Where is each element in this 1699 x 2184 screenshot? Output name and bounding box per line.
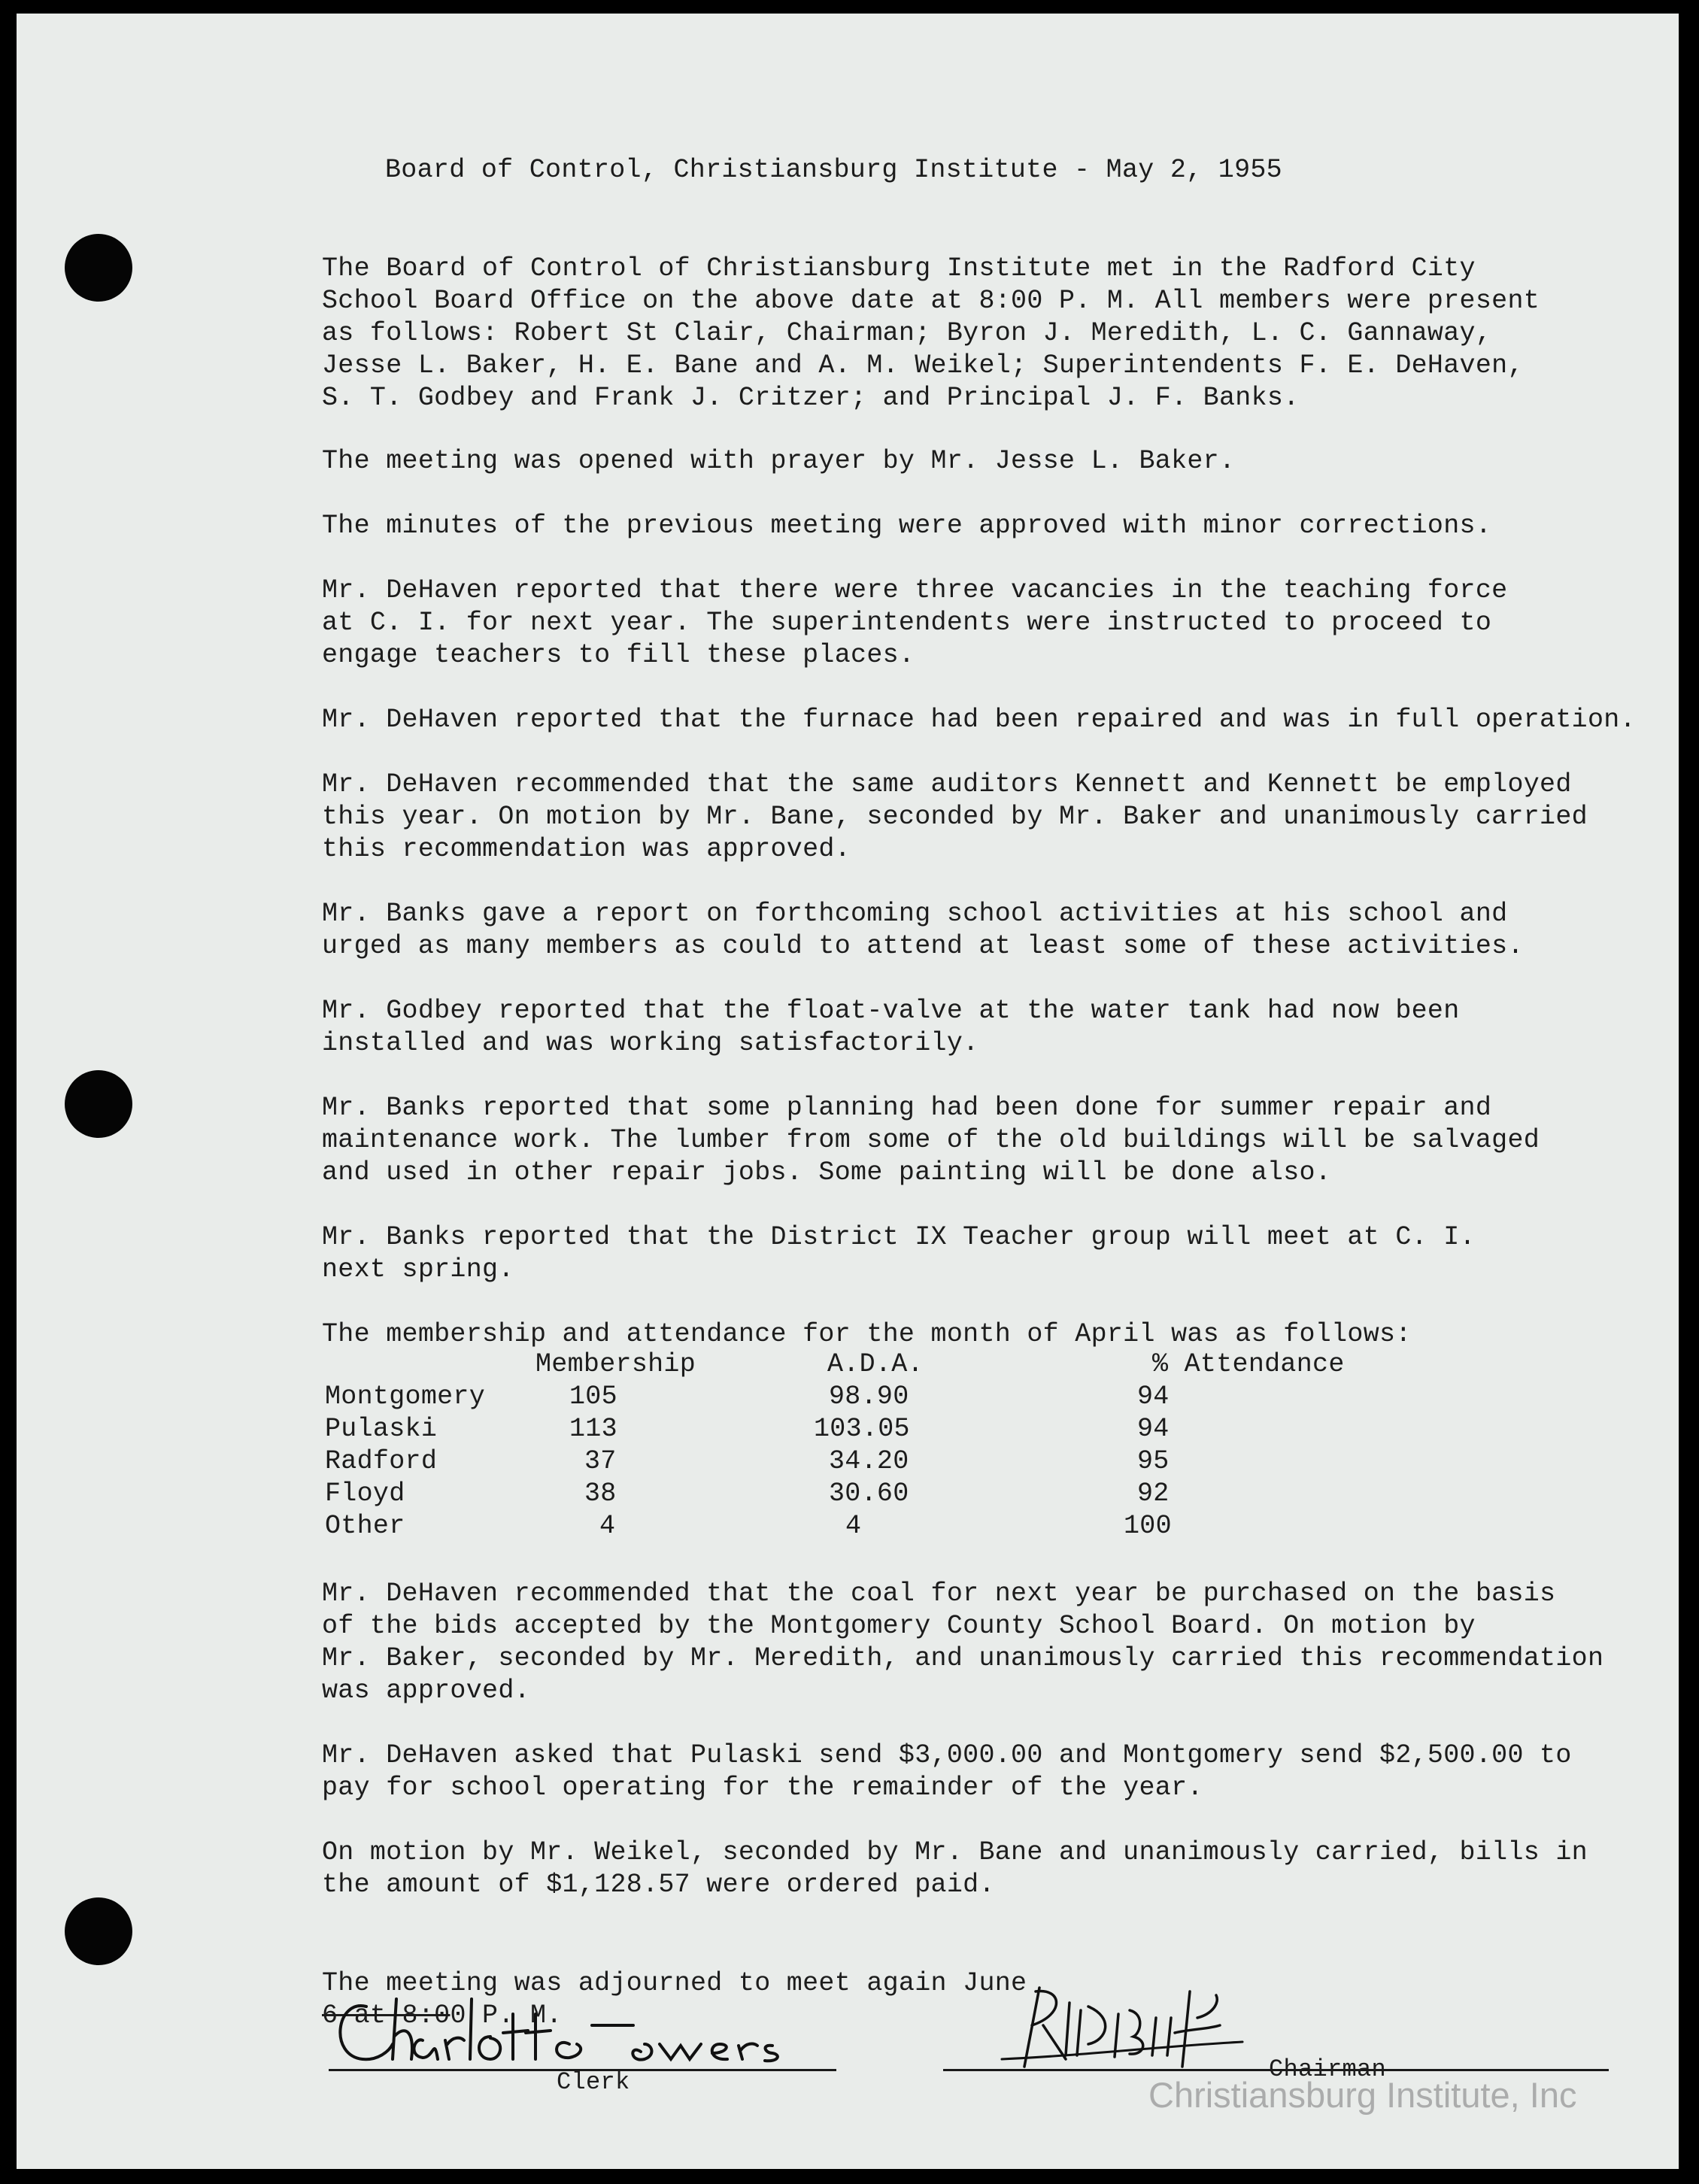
row-attendance: 94 bbox=[1137, 1414, 1170, 1444]
paragraph-summer-repair: Mr. Banks reported that some planning had been done for summer repair and maintenance work. The lumber from some of the old buildings will be salvaged and used in other repair jobs. Some painting will be done also. bbox=[322, 1093, 1540, 1188]
row-membership: 38 bbox=[584, 1479, 617, 1509]
header-ada: A.D.A. bbox=[827, 1349, 924, 1379]
paragraph-auditors: Mr. DeHaven recommended that the same auditors Kennett and Kennett be employed this year. On motion by Mr. Bane, seconded by Mr. Baker and unanimously carried this recommendation was approved. bbox=[322, 769, 1588, 864]
row-name: Pulaski bbox=[325, 1414, 438, 1444]
row-name: Other bbox=[325, 1511, 405, 1541]
attendance-table bbox=[325, 1348, 1453, 1542]
row-ada: 30.60 bbox=[829, 1479, 909, 1509]
header-attendance: % Attendance bbox=[1152, 1349, 1345, 1379]
table-row bbox=[325, 1381, 1453, 1413]
header-membership: Membership bbox=[535, 1349, 696, 1379]
table-row bbox=[325, 1445, 1453, 1478]
watermark: Christiansburg Institute, Inc bbox=[1148, 2075, 1577, 2115]
adjourn-end-text: 0 P. M. bbox=[450, 2000, 563, 2031]
table-row bbox=[325, 1478, 1453, 1510]
row-attendance: 92 bbox=[1137, 1479, 1170, 1509]
table-row bbox=[325, 1510, 1453, 1542]
paragraph-opening-prayer: The meeting was opened with prayer by Mr. Jesse L. Baker. bbox=[322, 446, 1236, 476]
adjourn-struck-text: 6 at 8:0 bbox=[322, 2000, 451, 2031]
chairman-label: Chairman bbox=[1269, 2055, 1387, 2083]
row-name: Montgomery bbox=[325, 1382, 486, 1412]
row-ada: 98.90 bbox=[829, 1382, 909, 1412]
row-membership: 113 bbox=[569, 1414, 617, 1444]
row-ada: 103.05 bbox=[814, 1414, 910, 1444]
paragraph-furnace: Mr. DeHaven reported that the furnace had been repaired and was in full operation. bbox=[322, 705, 1636, 735]
document-page bbox=[17, 14, 1679, 2169]
clerk-label: Clerk bbox=[557, 2068, 630, 2096]
paragraph-bills-paid: On motion by Mr. Weikel, seconded by Mr. Bane and unanimously carried, bills in the amount of $1,128.57 were ordered paid. bbox=[322, 1837, 1588, 1900]
row-membership: 37 bbox=[584, 1446, 617, 1476]
document-title: Board of Control, Christiansburg Institute - May 2, 1955 bbox=[385, 155, 1282, 185]
row-attendance: 100 bbox=[1124, 1511, 1172, 1541]
paragraph-attendance-roll: The Board of Control of Christiansburg Institute met in the Radford City School Board Office on the above date at 8:00 P. M. All members were present as follows: Robert St Clair, Chairman; Byron J. Meredith, L. C. Gannaway, Jesse L. Baker, H. E. Bane and A. M. Weikel; Superintendents F. E. DeHaven, S. T. Godbey and Frank J. Critzer; and Principal J. F. Banks. bbox=[322, 253, 1540, 413]
clerk-signature-ink bbox=[321, 1984, 848, 2082]
row-membership: 4 bbox=[599, 1511, 616, 1541]
paragraph-district-meeting: Mr. Banks reported that the District IX Teacher group will meet at C. I. next spring. bbox=[322, 1222, 1476, 1285]
row-ada: 4 bbox=[845, 1511, 862, 1541]
row-attendance: 94 bbox=[1137, 1382, 1170, 1412]
row-membership: 105 bbox=[569, 1382, 617, 1412]
row-name: Floyd bbox=[325, 1479, 405, 1509]
row-name: Radford bbox=[325, 1446, 438, 1476]
paragraph-school-activities: Mr. Banks gave a report on forthcoming school activities at his school and urged as many members as could to attend at least some of these activities. bbox=[322, 899, 1524, 961]
paragraph-float-valve: Mr. Godbey reported that the float-valve at the water tank had now been installed and was working satisfactorily. bbox=[322, 996, 1460, 1058]
table-header-row bbox=[325, 1348, 1453, 1381]
row-ada: 34.20 bbox=[829, 1446, 909, 1476]
paragraph-vacancies: Mr. DeHaven reported that there were three vacancies in the teaching force at C. I. for next year. The superintendents were instructed to proceed to engage teachers to fill these places. bbox=[322, 575, 1508, 670]
table-row bbox=[325, 1413, 1453, 1445]
paragraph-coal-purchase: Mr. DeHaven recommended that the coal for next year be purchased on the basis of the bids accepted by the Montgomery County School Board. On motion by Mr. Baker, seconded by Mr. Meredith, and unanimously carried this recommendation was approved. bbox=[322, 1579, 1604, 1706]
row-attendance: 95 bbox=[1137, 1446, 1170, 1476]
paragraph-payments: Mr. DeHaven asked that Pulaski send $3,000.00 and Montgomery send $2,500.00 to pay for school operating for the remainder of the year. bbox=[322, 1740, 1572, 1803]
adjourn-text: The meeting was adjourned to meet again June bbox=[322, 1968, 1027, 1998]
paragraph-minutes-approved: The minutes of the previous meeting were approved with minor corrections. bbox=[322, 511, 1492, 541]
paragraph-membership-intro: The membership and attendance for the month of April was as follows: bbox=[322, 1319, 1412, 1349]
